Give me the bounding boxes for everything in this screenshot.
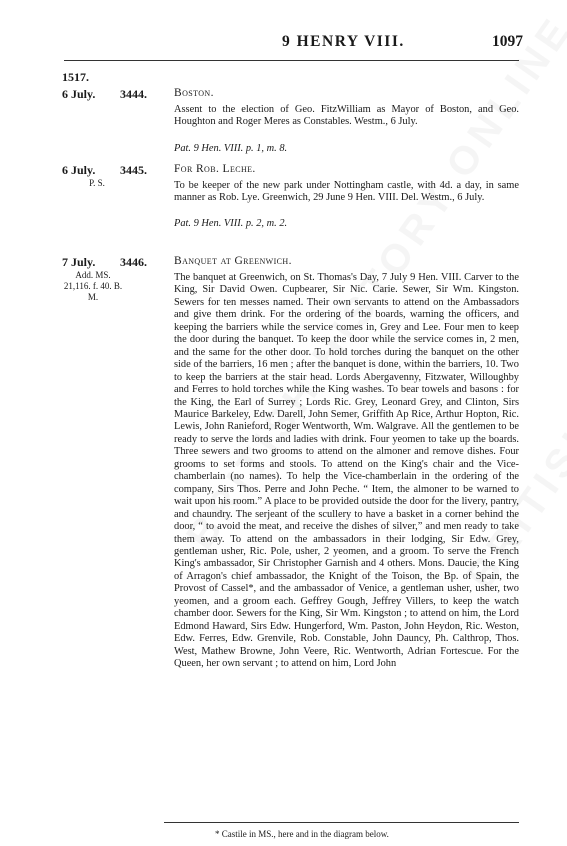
margin-source: Add. MS. 21,116. f. 40. B. M.	[63, 270, 123, 302]
entry-body: The banquet at Greenwich, on St. Thomas's Day, 7 July 9 Hen. VIII. Carver to the King, Sir David Owen. Cupbearer, Sir Nic. Carie. Sewer, Sir Wm. Kingston. Sewers for ten messes named. Their own servants to attend on the Ambassadors and give them drink. For the ordering of the boards, warning the officers, and keeping the barriers while the service comes in, Grey and Lee. Four men to keep the door during the banquet. To keep the door while the service comes in, 2 men, and the same for the other door. To hold torches during the banquet on the other side of the barriers, 16 men ; after the banquet is done, within the barriers, 10. Two to keep the barriers at the stair head. Lords Abergavenny, Fitzwater, Willoughby and Ferres to hold torches while the King washes. To bear towels and basons : for the King, the Earl of Surrey ; Lords Ric. Grey, Leonard Grey, and Clinton, Sirs Maurice Barkeley, Edw. Darell, John Semer, Griffith Ap Rice, Arthur Hopton, Ric. Lewis, John Ranieford, Roger Wentworth, Wm. Walgrave. All the gentlemen to be ready to serve the lords and ladies with drink. Four yeomen to take up the boards. Three sewers and two grooms to attend on the almoner and remove dishes. Four grooms to set forms and stools. To attend on the King's chair and the Vice-chamberlain (no names). To help the Vice-chamberlain in the ordering of the company, Sirs Thos. Perre and John Peche. “ Item, the almoner to be warned to wait upon his room.” A place to be provided outside the door for the livery, pantry, and chaundry. The serjeant of the scullery to have a basket in a corner behind the door, “ to avoid the meat, and receive the dishes of silver,” and men ready to take them away. To attend on the ambassadors in their lodging, Sir Edw. Grey, gentleman usher, Ric. Pole, usher, 2 yeomen, and a groom. To serve the French King's ambassador, Sir Christopher Garnish and 4 others. Mons. Daucie, the King of Arragon's chief ambassador, the Knight of the Toison, the Bp. of Spain, the Provost of Cassel*, and the ambassador of Venice, a gentleman usher, usher, two yeomen, and a groom each. Geffrey Gough, Jeffrey Villers, to keep the watch chamber door. Sewers for the King, Sir Wm. Kingston ; to attend on him, the Lord Edmond Haward, Sirs Edw. Hungerford, Wm. Paston, John Heydon, Ric. Weston, Edw. Ferres, Edw. Grenvile, Rob. Constable, John Dauncy, Ph. Calthrop, Thos. West, Mathew Browne, John Veere, Ric. Wentworth, Adrian Fortescue. For the Queen, her own servant ; to attend on him, Lord John	[174, 272, 519, 670]
footnote-rule	[164, 822, 519, 823]
running-title: 9 HENRY VIII.	[282, 33, 405, 50]
entry-title: Boston.	[174, 87, 214, 99]
entry-number: 3444.	[120, 87, 147, 101]
entry-body: Assent to the election of Geo. FitzWilliam as Mayor of Boston, and Geo. Houghton and Roger Meres as Constables. Westm., 6 July.	[174, 104, 519, 128]
margin-source: P. S.	[89, 178, 105, 188]
entry-body: To be keeper of the new park under Nottingham castle, with 4d. a day, in same manner as Rob. Lye. Greenwich, 29 June 9 Hen. VIII. Del. Westm., 6 July.	[174, 180, 519, 204]
entry-number: 3446.	[120, 255, 147, 269]
entry-date: 6 July.	[62, 87, 96, 101]
entry-date: 7 July.	[62, 255, 96, 269]
entry-reference: Pat. 9 Hen. VIII. p. 2, m. 2.	[174, 218, 288, 229]
entry-number: 3445.	[120, 163, 147, 177]
entry-title: Banquet at Greenwich.	[174, 255, 292, 267]
entry-title: For Rob. Leche.	[174, 163, 256, 175]
entry-reference: Pat. 9 Hen. VIII. p. 1, m. 8.	[174, 143, 288, 154]
page-header	[0, 30, 567, 52]
year-label: 1517.	[62, 70, 89, 84]
footnote: * Castile in MS., here and in the diagram below.	[215, 829, 389, 839]
entry-date: 6 July.	[62, 163, 96, 177]
header-rule	[64, 60, 519, 61]
page-number: 1097	[492, 33, 523, 50]
